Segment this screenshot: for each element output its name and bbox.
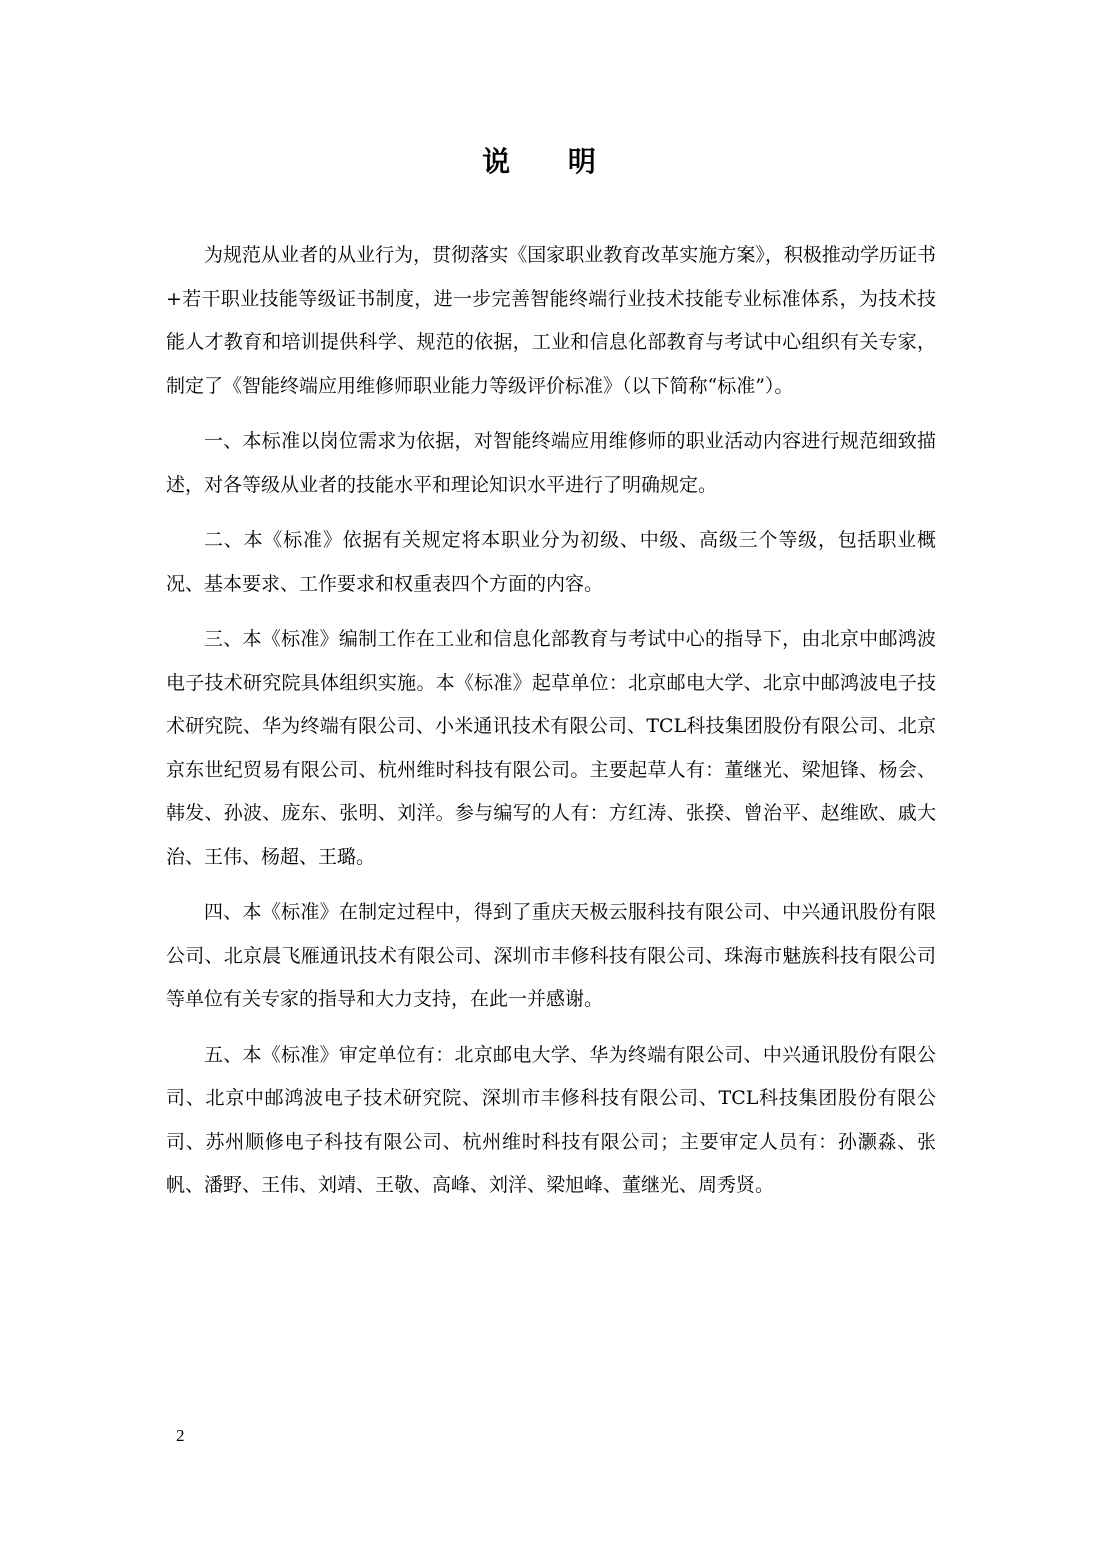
paragraph-intro: 为规范从业者的从业行为，贯彻落实《国家职业教育改革实施方案》，积极推动学历证书+若干职业技能等级证书制度，进一步完善智能终端行业技术技能专业标准体系，为技术技能人才教育和培训提供科学、规范的依据，工业和信息化部教育与考试中心组织有关专家，制定了《智能终端应用维修师职业能力等级评价标准》（以下简称“标准”）。 bbox=[166, 244, 936, 397]
paragraph-4: 四、本《标准》在制定过程中，得到了重庆天极云服科技有限公司、中兴通讯股份有限公司、北京晨飞雁通讯技术有限公司、深圳市丰修科技有限公司、珠海市魅族科技有限公司等单位有关专家的指导和大力支持，在此一并感谢。 bbox=[166, 901, 936, 1010]
page-number: 2 bbox=[176, 1426, 185, 1445]
document-body bbox=[166, 234, 936, 1220]
paragraph-3: 三、本《标准》编制工作在工业和信息化部教育与考试中心的指导下，由北京中邮鸿波电子技术研究院具体组织实施。本《标准》起草单位：北京邮电大学、北京中邮鸿波电子技术研究院、华为终端有限公司、小米通讯技术有限公司、TCL科技集团股份有限公司、北京京东世纪贸易有限公司、杭州维时科技有限公司。主要起草人有：董继光、梁旭锋、杨会、韩发、孙波、庞东、张明、刘洋。参与编写的人有：方红涛、张揆、曾治平、赵维欧、戚大治、王伟、杨超、王璐。 bbox=[166, 628, 936, 868]
paragraph-5: 五、本《标准》审定单位有：北京邮电大学、华为终端有限公司、中兴通讯股份有限公司、北京中邮鸿波电子技术研究院、深圳市丰修科技有限公司、TCL科技集团股份有限公司、苏州顺修电子科技有限公司、杭州维时科技有限公司；主要审定人员有：孙灏淼、张帆、潘野、王伟、刘靖、王敬、高峰、刘洋、梁旭峰、董继光、周秀贤。 bbox=[166, 1043, 936, 1196]
paragraph-2: 二、本《标准》依据有关规定将本职业分为初级、中级、高级三个等级，包括职业概况、基本要求、工作要求和权重表四个方面的内容。 bbox=[166, 529, 936, 595]
paragraph-1: 一、本标准以岗位需求为依据，对智能终端应用维修师的职业活动内容进行规范细致描述，对各等级从业者的技能水平和理论知识水平进行了明确规定。 bbox=[166, 430, 936, 496]
page-title: 说 明 bbox=[482, 145, 620, 178]
